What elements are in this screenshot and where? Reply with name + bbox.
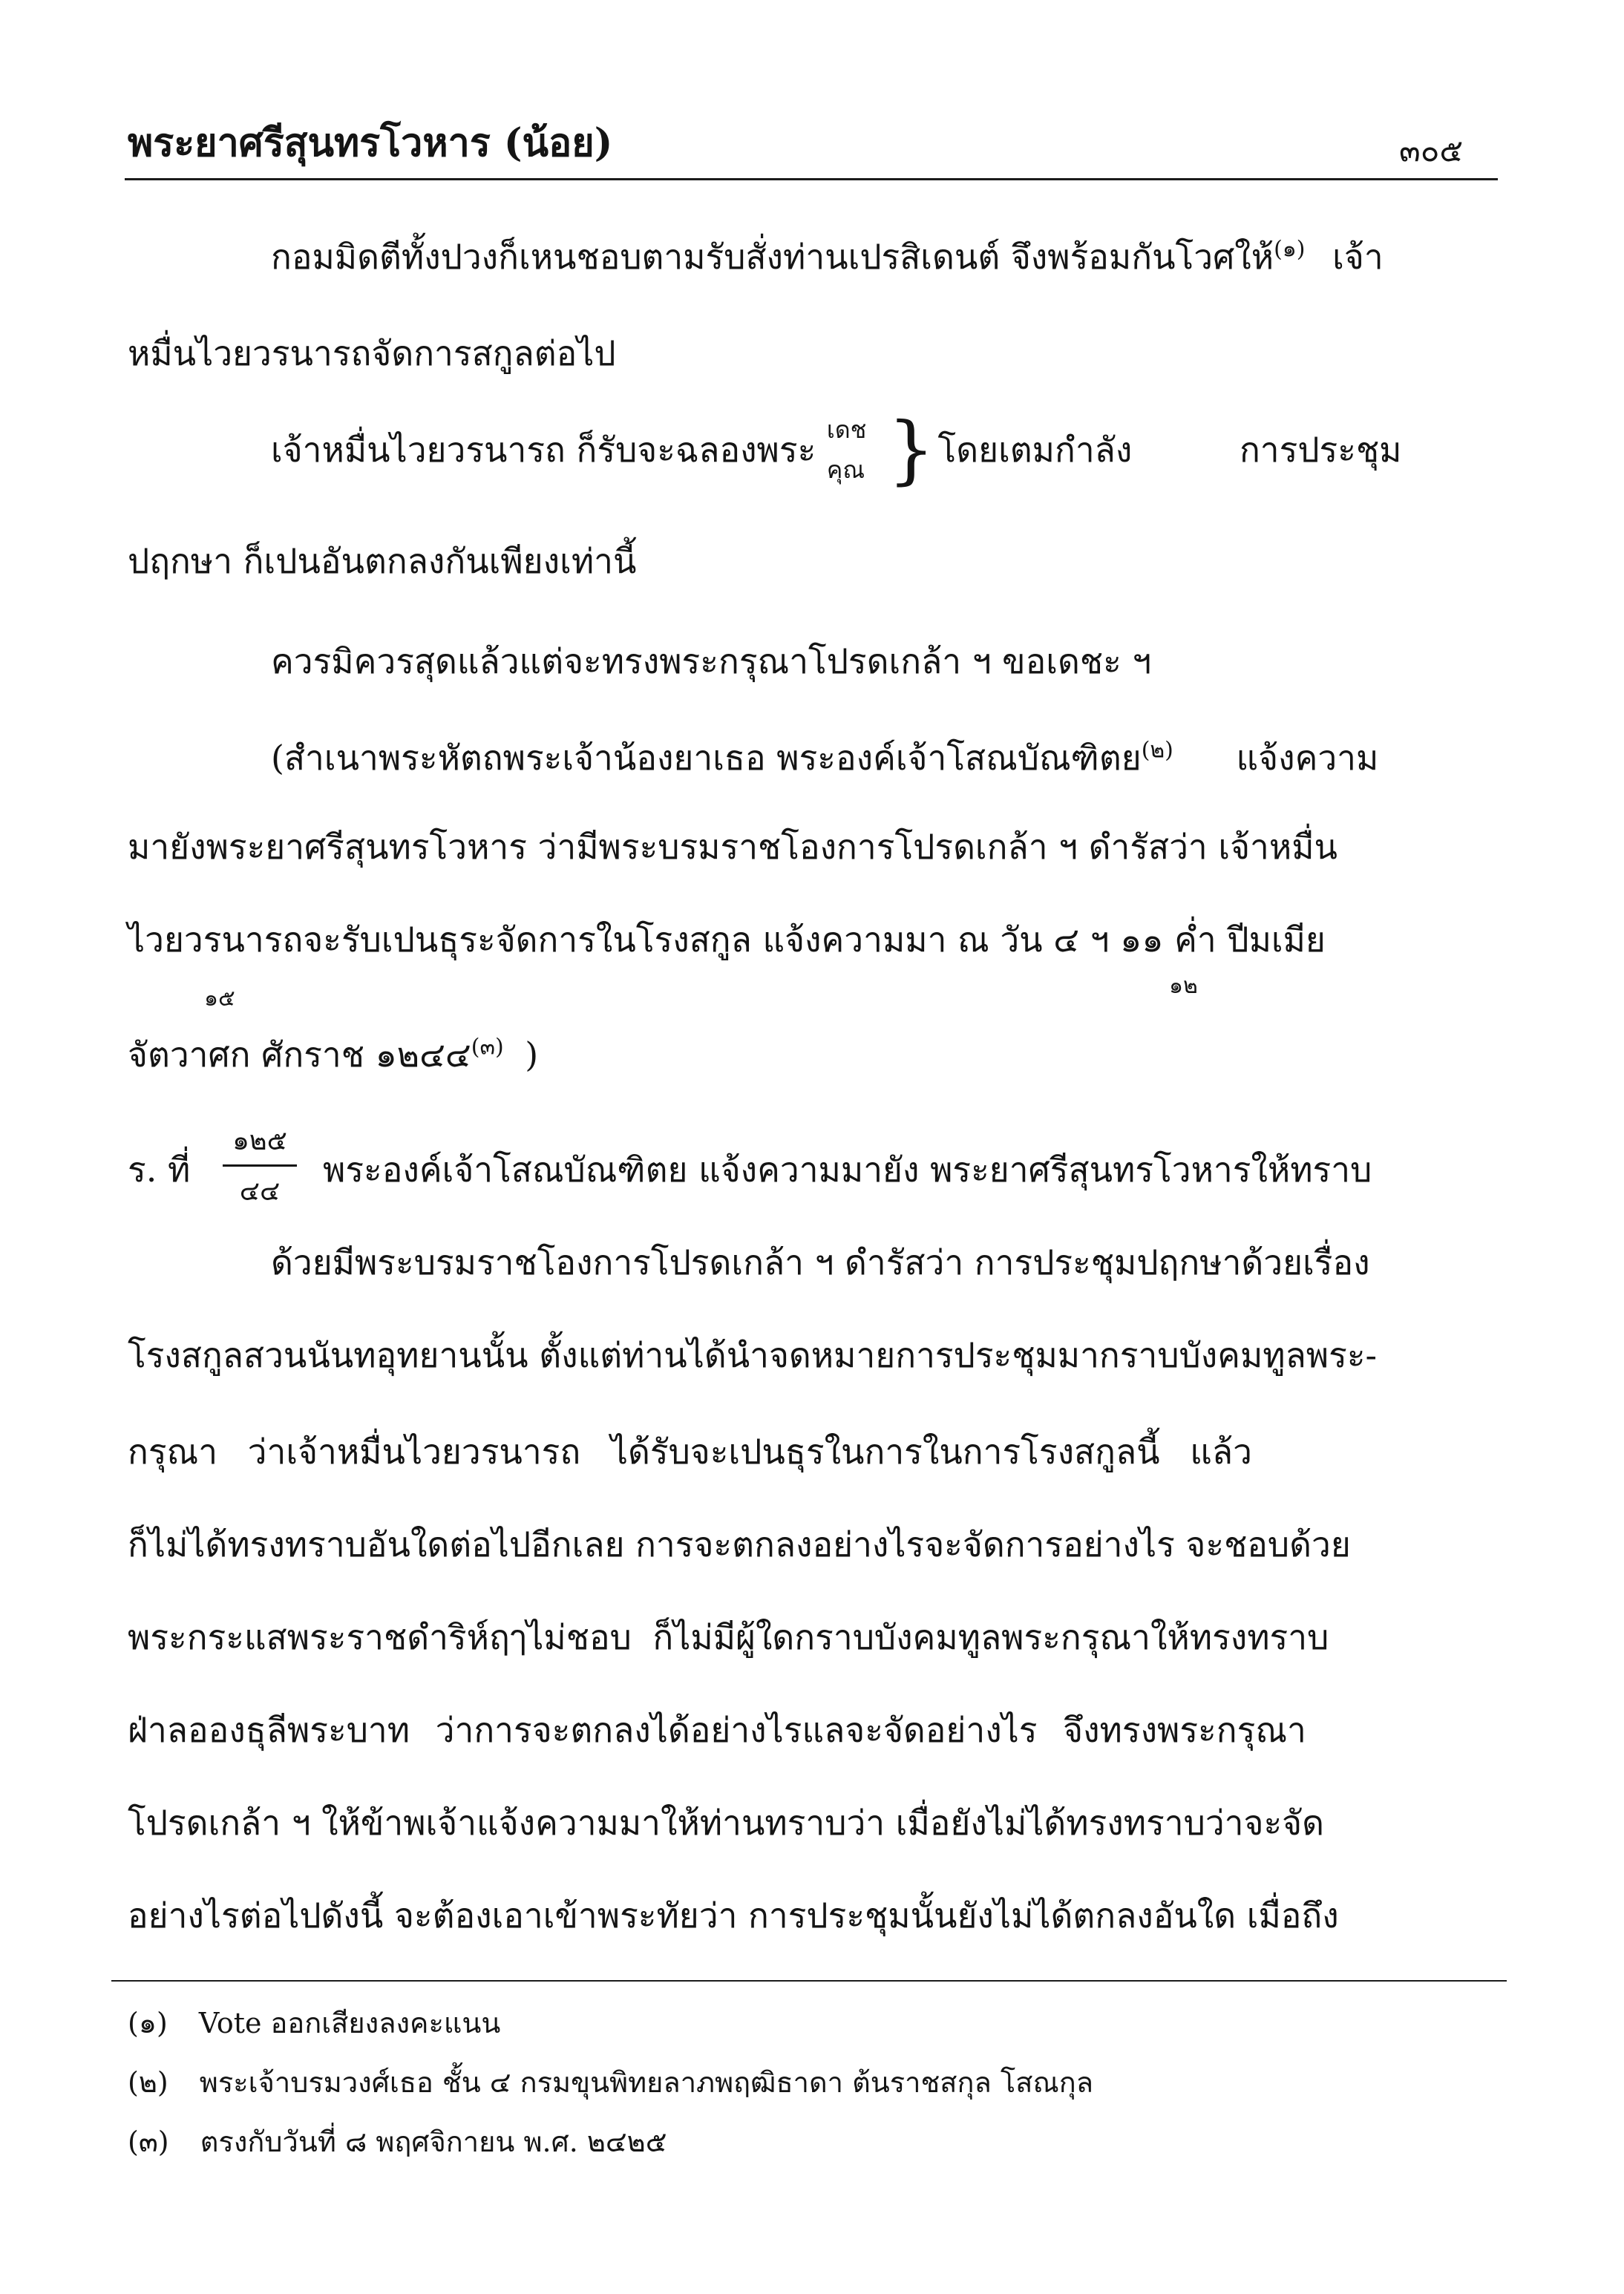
footnote-mark: (๑) (128, 2007, 168, 2039)
date-sub-left: ๑๕ (204, 986, 235, 1012)
header-rule (125, 178, 1498, 180)
stacked-word-top: เดช (826, 416, 867, 444)
text-line-8: ไวยวรนารถจะรับเปนธุระจัดการในโรงสกูล แจ้งความมา ณ วัน ๔ ฯ ๑๑ ค่ำ ปีมเมีย (128, 920, 1326, 960)
text-line-1 (271, 230, 1384, 284)
text-span: กอมมิดตีทั้งปวงก็เหนชอบตามรับสั่งท่านเปรสิเดนต์ จึงพร้อมกันโวศให้ (271, 237, 1274, 277)
text-line-7: มายังพระยาศรีสุนทรโวหาร ว่ามีพระบรมราชโองการโปรดเกล้า ฯ ดำรัสว่า เจ้าหมื่น (128, 827, 1337, 867)
running-title: พระยาศรีสุนทรโวหาร (น้อย) (128, 120, 613, 166)
doc-ref-denominator: ๔๔ (239, 1176, 281, 1207)
text-line-15: พระกระแสพระราชดำริห์ฤๅไม่ชอบ ก็ไม่มีผู้ใดกราบบังคมทูลพระกรุณาให้ทรงทราบ (128, 1617, 1329, 1657)
footnote-ref-3: (๓) (471, 1034, 504, 1061)
text-line-10: พระองค์เจ้าโสณบัณฑิตย แจ้งความมายัง พระยาศรีสุนทรโวหารให้ทราบ (323, 1150, 1372, 1190)
page-number: ๓๐๕ (1399, 132, 1464, 168)
text-line-2: หมื่นไวยวรนารถจัดการสกูลต่อไป (128, 333, 616, 373)
brace-glyph: } (887, 406, 935, 493)
text-line-3 (271, 408, 1402, 497)
date-sub-right: ๑๒ (1169, 973, 1198, 999)
text-line-18: อย่างไรต่อไปดังนี้ จะต้องเอาเข้าพระทัยว่า การประชุมนั้นยังไม่ได้ตกลงอันใด เมื่อถึง (128, 1895, 1339, 1936)
text-line-13: กรุณา ว่าเจ้าหมื่นไวยวรนารถ ได้รับจะเปนธุรในการในการโรงสกูลนี้ แล้ว (128, 1432, 1252, 1472)
stacked-word-bottom: คุณ (826, 456, 865, 484)
footnote-ref-2: (๒) (1141, 737, 1173, 764)
text-span: โดยเตมกำลัง (937, 430, 1133, 470)
text-span: เจ้าหมื่นไวยวรนารถ ก็รับจะฉลองพระ (271, 430, 816, 470)
text-line-6 (271, 731, 1378, 785)
footnote-rule (111, 1980, 1507, 1982)
text-line-14: ก็ไม่ได้ทรงทราบอันใดต่อไปอีกเลย การจะตกลงอย่างไรจะจัดการอย่างไร จะชอบด้วย (128, 1524, 1351, 1564)
text-line-4: ปฤกษา ก็เปนอันตกลงกันเพียงเท่านี้ (128, 541, 637, 581)
doc-ref-prefix: ร. ที่ (128, 1150, 191, 1190)
footnote-3 (128, 2119, 667, 2164)
footnote-2 (128, 2059, 1093, 2105)
text-line-16: ฝ่าลอองธุลีพระบาท ว่าการจะตกลงได้อย่างไรแลจะจัดอย่างไร จึงทรงพระกรุณา (128, 1710, 1306, 1750)
text-span: แจ้งความ (1236, 738, 1379, 778)
text-span: จัตวาศก ศักราช ๑๒๔๔ (128, 1035, 471, 1075)
text-line-5: ควรมิควรสุดแล้วแต่จะทรงพระกรุณาโปรดเกล้า ฯ ขอเดชะ ฯ (271, 641, 1152, 681)
text-span: การประชุม (1239, 430, 1402, 470)
footnote-text: ตรงกับวันที่ ๘ พฤศจิกายน พ.ศ. ๒๔๒๕ (200, 2126, 667, 2158)
footnote-mark: (๒) (128, 2066, 168, 2099)
footnote-mark: (๓) (128, 2126, 169, 2158)
text-span: ) (525, 1035, 539, 1075)
footnote-text: พระเจ้าบรมวงศ์เธอ ชั้น ๔ กรมขุนพิทยลาภพฤฒิธาดา ต้นราชสกุล โสณกุล (199, 2066, 1093, 2099)
text-line-9 (128, 1028, 538, 1082)
footnote-1 (128, 2000, 500, 2045)
text-span: เจ้า (1332, 237, 1384, 277)
text-span: (สำเนาพระหัตถพระเจ้าน้องยาเธอ พระองค์เจ้าโสณบัณฑิตย (271, 738, 1142, 778)
footnote-text: Vote ออกเสียงลงคะแนน (198, 2007, 501, 2039)
text-line-17: โปรดเกล้า ฯ ให้ข้าพเจ้าแจ้งความมาให้ท่านทราบว่า เมื่อยังไม่ได้ทรงทราบว่าจะจัด (128, 1803, 1324, 1843)
stacked-word (826, 406, 935, 497)
fraction-bar (223, 1164, 297, 1167)
doc-ref-numerator: ๑๒๕ (232, 1126, 287, 1156)
text-line-11: ด้วยมีพระบรมราชโองการโปรดเกล้า ฯ ดำรัสว่า การประชุมปฤกษาด้วยเรื่อง (271, 1242, 1370, 1282)
text-line-12: โรงสกูลสวนนันทอุทยานนั้น ตั้งแต่ท่านได้นำจดหมายการประชุมมากราบบังคมทูลพระ- (128, 1335, 1378, 1375)
footnote-ref-1: (๑) (1274, 236, 1306, 263)
doc-ref-fraction (223, 1119, 297, 1212)
